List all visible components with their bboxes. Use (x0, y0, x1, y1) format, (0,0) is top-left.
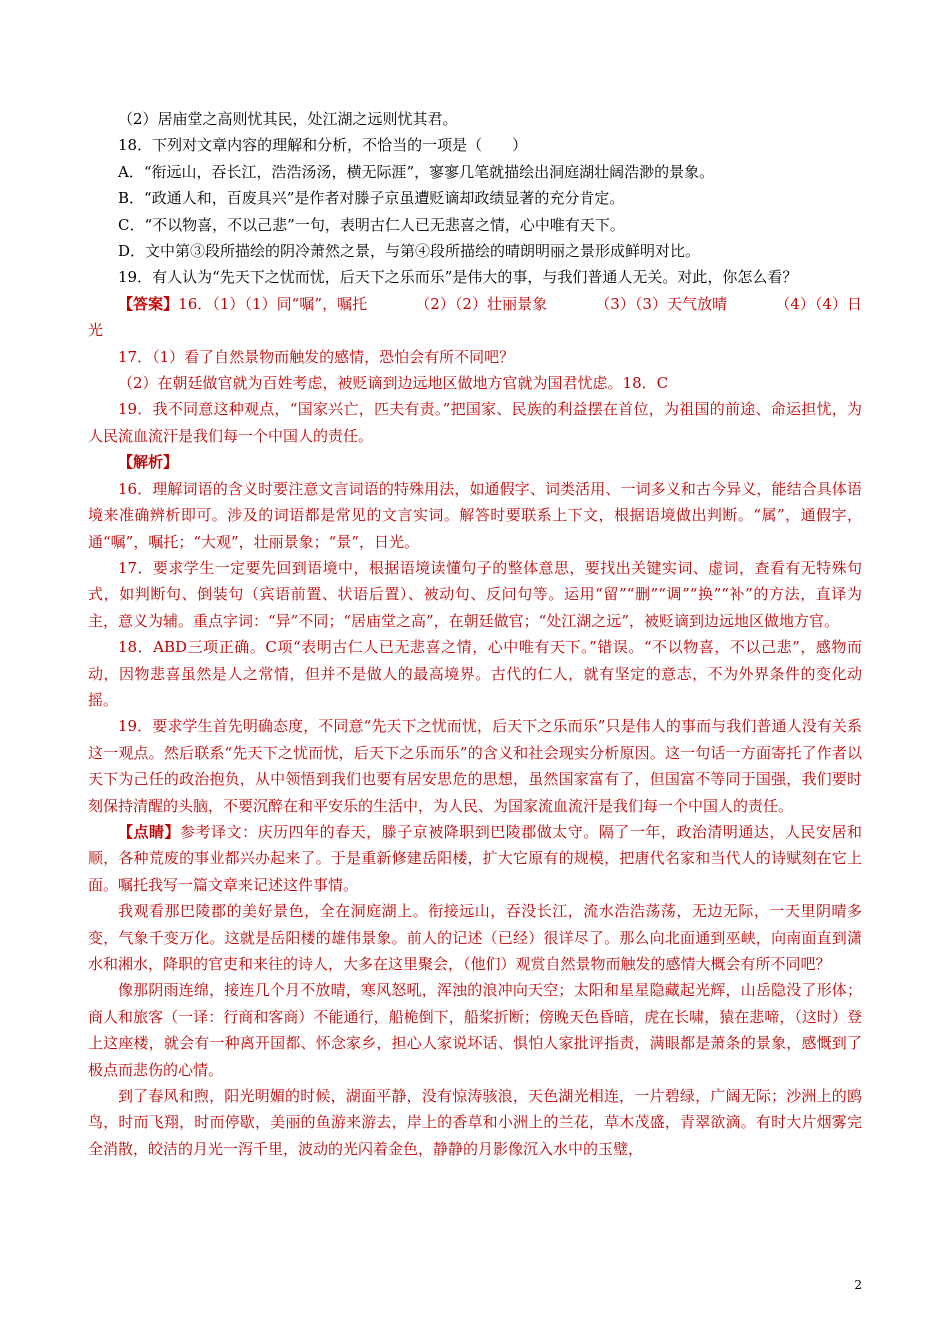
question-18-option-c: C．“不以物喜，不以己悲”一句，表明古仁人已无悲喜之情，心中唯有天下。 (118, 215, 625, 234)
answer-17-1: 17．（1）看了自然景物而触发的感情，恐怕会有所不同吧？ (118, 347, 515, 366)
answer-17-2: （2）在朝廷做官就为百姓考虑，被贬谪到边远地区做地方官就为国君忧虑。18．C (118, 374, 669, 393)
page-number: 2 (854, 1278, 862, 1292)
question-18-option-b: B．“政通人和，百废具兴”是作者对滕子京虽遭贬谪却政绩显著的充分肯定。 (118, 189, 625, 208)
dianjing-text-1: 参考译文：庆历四年的春天，滕子京被降职到巴陵郡做太守。隔了一年，政治清明通达，人民安居和顺，各种荒废的事业都兴办起来了。于是重新修建岳阳楼，扩大它原有的规模，把唐代名家和当代人的诗赋刻在它上面。嘱托我写一篇文章来记述这件事情。 (88, 822, 862, 894)
answer-16 (88, 291, 862, 344)
analysis-tag: 【解析】 (118, 453, 179, 472)
analysis-16: 16．理解词语的含义时要注意文言词语的特殊用法，如通假字、词类活用、一词多义和古今异义，能结合具体语境来准确辨析即可。涉及的词语都是常见的文言实词。解答时要联系上下文，根据语境做出判断。“属”，通假字，通“嘱”，嘱托；“大观”，壮丽景象；“景”，日光。 (88, 479, 862, 551)
dianjing-translation-2: 我观看那巴陵郡的美好景色，全在洞庭湖上。衔接远山，吞没长江，流水浩浩荡荡，无边无际，一天里阴晴多变，气象千变万化。这就是岳阳楼的雄伟景象。前人的记述（已经）很详尽了。那么向北面通到巫峡，向南面直到潇水和湘水，降职的官吏和来往的诗人，大多在这里聚会，（他们）观赏自然景物而触发的感情大概会有所不同吧？ (88, 902, 862, 973)
question-19: 19．有人认为“先天下之忧而忧，后天下之乐而乐”是伟大的事，与我们普通人无关。对此，你怎么看？ (118, 268, 798, 287)
answer-19: 19．我不同意这种观点，“国家兴亡，匹夫有责。”把国家、民族的利益摆在首位，为祖国的前途、命运担忧，为人民流血流汗是我们每一个中国人的责任。 (88, 400, 862, 445)
answer-16-2: （2）（2）壮丽景象 (415, 294, 548, 313)
analysis-18: 18．ABD三项正确。C项“表明古仁人已无悲喜之情，心中唯有天下。”错误。“不以物喜，不以己悲”，感物而动，因物悲喜虽然是人之常情，但并不是做人的最高境界。古代的仁人，就有坚定的意志，不为外界条件的变化动摇。 (88, 638, 862, 709)
dianjing-tag: 【点睛】 (118, 822, 181, 841)
answer-16-4: （4）（4）日光 (88, 294, 863, 340)
question-18-option-a: A．“衔远山，吞长江，浩浩汤汤，横无际涯”，寥寥几笔就描绘出洞庭湖壮阔浩渺的景象。 (118, 162, 715, 181)
dianjing-translation-1 (88, 819, 862, 898)
analysis-17: 17．要求学生一定要先回到语境中，根据语境读懂句子的整体意思，要找出关键实词、虚词，查看有无特殊句式，如判断句、倒装句（宾语前置、状语后置）、被动句、反问句等。运用“留”“删”“调”“换”“补”的方法，直译为主，意义为辅。重点字词：“异”不同；“居庙堂之高”，在朝廷做官；“处江湖之远”，被贬谪到边远地区做地方官。 (88, 558, 862, 630)
dianjing-translation-3: 像那阴雨连绵，接连几个月不放晴，寒风怒吼，浑浊的浪冲向天空；太阳和星星隐藏起光辉，山岳隐没了形体；商人和旅客（一译：行商和客商）不能通行，船桅倒下，船桨折断；傍晚天色昏暗，虎在长啸，猿在悲啼，（这时）登上这座楼，就会有一种离开国都、怀念家乡，担心人家说坏话、惧怕人家批评指责，满眼都是萧条的景象，感慨到了极点而悲伤的心情。 (88, 981, 862, 1079)
answer-tag: 【答案】 (118, 294, 179, 313)
answer-16-3: （3）（3）天气放晴 (595, 294, 728, 313)
question-17-part-2: （2）居庙堂之高则忧其民，处江湖之远则忧其君。 (118, 110, 458, 128)
dianjing-translation-4: 到了春风和煦，阳光明媚的时候，湖面平静，没有惊涛骇浪，天色湖光相连，一片碧绿，广阔无际；沙洲上的鸥鸟，时而飞翔，时而停歇，美丽的鱼游来游去，岸上的香草和小洲上的兰花，草木茂盛，青翠欲滴。有时大片烟雾完全消散，皎洁的月光一泻千里，波动的光闪着金色，静静的月影像沉入水中的玉璧， (88, 1087, 862, 1158)
analysis-19: 19．要求学生首先明确态度，不同意“先天下之忧而忧，后天下之乐而乐”只是伟人的事而与我们普通人没有关系这一观点。然后联系“先天下之忧而忧，后天下之乐而乐”的含义和社会现实分析原因。这一句话一方面寄托了作者以天下为己任的政治抱负，从中领悟到我们也要有居安思危的思想，虽然国家富有了，但国富不等同于国强，我们要时刻保持清醒的头脑，不要沉醉在和平安乐的生活中，为人民、为国家流血流汗是我们每一个中国人的责任。 (88, 717, 862, 815)
question-18-stem: 18．下列对文章内容的理解和分析，不恰当的一项是（ ） (118, 136, 528, 155)
answer-16-1: 16．（1）（1）同“嘱”，嘱托 (178, 294, 368, 313)
page-content (88, 106, 862, 1162)
question-18-option-d: D．文中第③段所描绘的阴冷萧然之景，与第④段所描绘的晴朗明丽之景形成鲜明对比。 (118, 242, 701, 261)
